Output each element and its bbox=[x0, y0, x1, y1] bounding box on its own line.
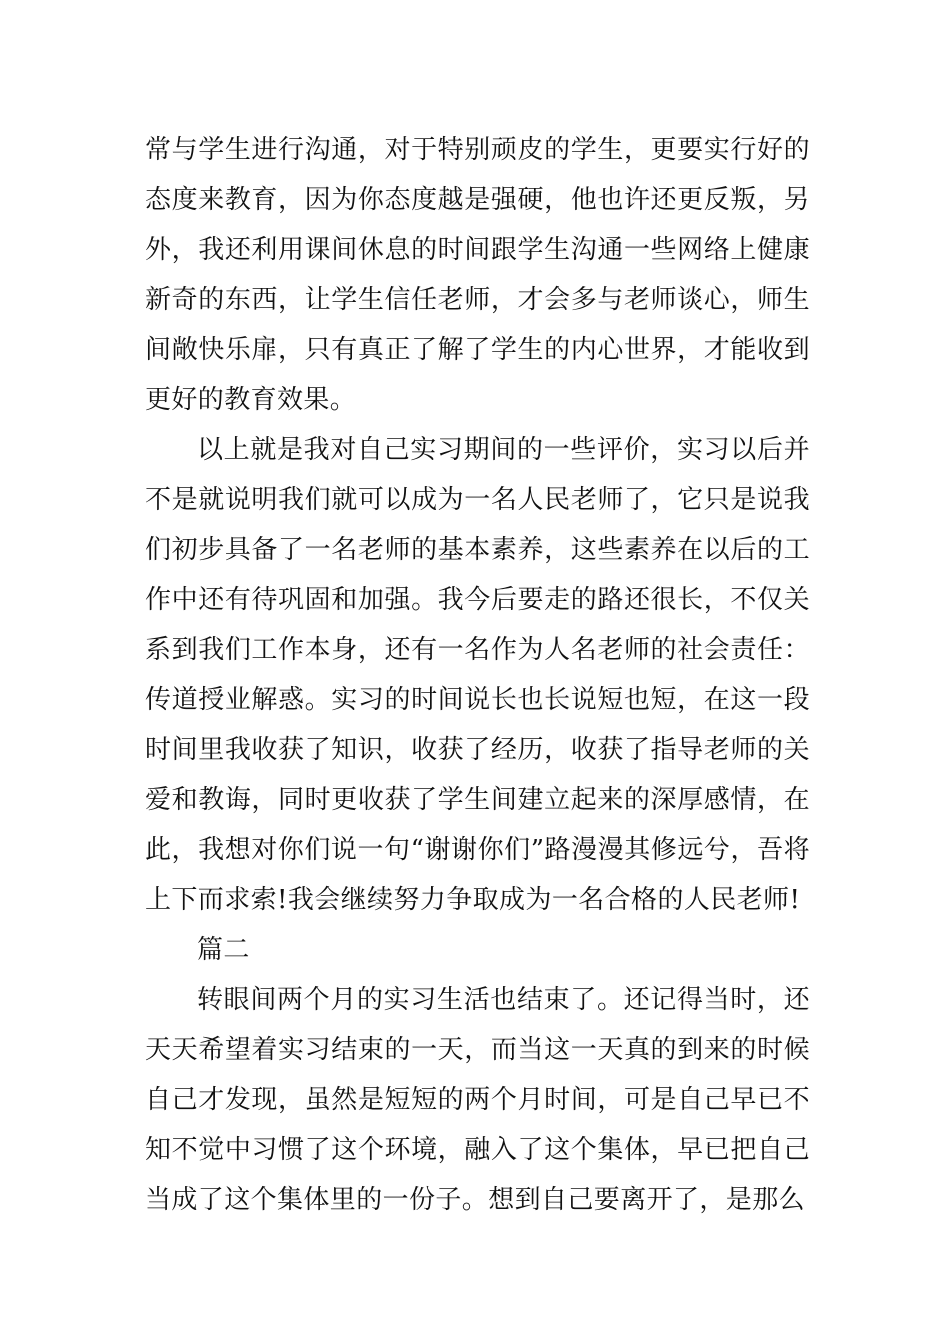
document-body bbox=[145, 125, 810, 1225]
section-heading: 篇二 bbox=[197, 935, 250, 965]
paragraph-section-two-intro: 转眼间两个月的实习生活也结束了。还记得当时，还天天希望着实习结束的一天，而当这一天真的到来的时候自己才发现，虽然是短短的两个月时间，可是自己早已不知不觉中习惯了这个环境，融入了这个集体，早已把自己当成了这个集体里的一份子。想到自己要离开了，是那么 bbox=[145, 985, 810, 1215]
paragraph-continuation: 常与学生进行沟通，对于特别顽皮的学生，更要实行好的态度来教育，因为你态度越是强硬，他也许还更反叛，另外，我还利用课间休息的时间跟学生沟通一些网络上健康新奇的东西，让学生信任老师，才会多与老师谈心，师生间敞快乐扉，只有真正了解了学生的内心世界，才能收到更好的教育效果。 bbox=[145, 135, 810, 415]
paragraph-internship-evaluation: 以上就是我对自己实习期间的一些评价，实习以后并不是就说明我们就可以成为一名人民老师了，它只是说我们初步具备了一名老师的基本素养，这些素养在以后的工作中还有待巩固和加强。我今后要走的路还很长，不仅关系到我们工作本身，还有一名作为人名老师的社会责任：传道授业解惑。实习的时间说长也长说短也短，在这一段时间里我收获了知识，收获了经历，收获了指导老师的关爱和教诲，同时更收获了学生间建立起来的深厚感情，在此，我想对你们说一句“谢谢你们”路漫漫其修远兮，吾将上下而求索!我会继续努力争取成为一名合格的人民老师! bbox=[145, 435, 810, 915]
